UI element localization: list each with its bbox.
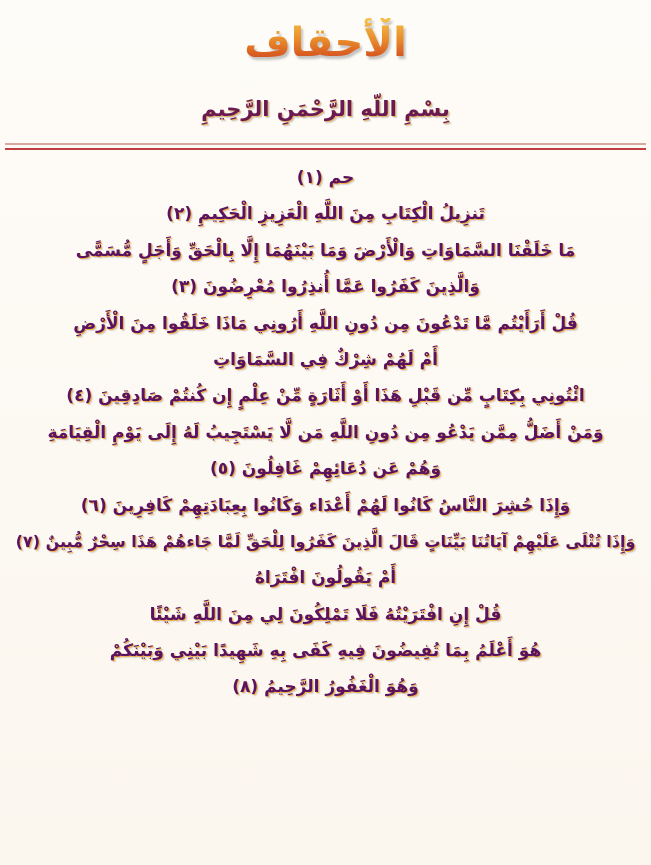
verse-line: وَمَنْ أَضَلُّ مِمَّن يَدْعُو مِن دُونِ اللَّهِ مَن لَّا يَسْتَجِيبُ لَهُ إِلَى يَوْمِ الْقِيَامَةِ <box>47 422 604 443</box>
verse-line: حم (١) <box>296 168 355 188</box>
basmala-container <box>0 94 651 124</box>
surah-title-container <box>0 18 651 68</box>
verse-line: قُلْ أَرَأَيْتُم مَّا تَدْعُونَ مِن دُونِ اللَّهِ أَرُونِي مَاذَا خَلَقُوا مِنَ الْأَرْضِ <box>73 313 578 334</box>
verse-line: أَمْ يَقُولُونَ افْتَرَاهُ <box>254 568 397 589</box>
basmala: بِسْمِ اللّهِ الرَّحْمَنِ الرَّحِيمِ <box>201 97 450 121</box>
verse-line: قُلْ إِنِ افْتَرَيْتُهُ فَلَا تَمْلِكُونَ لِي مِنَ اللَّهِ شَيْئًا <box>149 604 502 625</box>
verse-line: وَالَّذِينَ كَفَرُوا عَمَّا أُنذِرُوا مُعْرِضُونَ (٣) <box>171 277 480 298</box>
verse-line: وَإِذَا حُشِرَ النَّاسُ كَانُوا لَهُمْ أَعْدَاء وَكَانُوا بِعِبَادَتِهِمْ كَافِرِينَ (٦) <box>80 495 571 516</box>
verse-line: هُوَ أَعْلَمُ بِمَا تُفِيضُونَ فِيهِ كَفَى بِهِ شَهِيدًا بَيْنِي وَبَيْنَكُمْ <box>109 641 542 662</box>
header-divider-top <box>5 143 646 145</box>
verse-line: ائْتُونِي بِكِتَابٍ مِّن قَبْلِ هَذَا أَوْ أَثَارَةٍ مِّنْ عِلْمٍ إِن كُنتُمْ صَادِقِينَ (٤) <box>66 386 585 407</box>
verse-line: تَنزِيلُ الْكِتَابِ مِنَ اللَّهِ الْعَزِيزِ الْحَكِيمِ (٢) <box>166 204 485 225</box>
verse-line: وَإِذَا تُتْلَى عَلَيْهِمْ آيَاتُنَا بَيِّنَاتٍ قَالَ الَّذِينَ كَفَرُوا لِلْحَقِّ لَمَّا جَاءهُمْ هَذَا سِحْرٌ مُّبِينٌ (٧) <box>15 531 636 551</box>
verse-line: وَهُمْ عَن دُعَائِهِمْ غَافِلُونَ (٥) <box>209 459 442 480</box>
surah-title: الْأحقاف <box>244 20 407 66</box>
verse-line: أَمْ لَهُمْ شِرْكٌ فِي السَّمَاوَاتِ <box>213 349 438 370</box>
verses-list <box>0 160 651 706</box>
verse-line: مَا خَلَقْنَا السَّمَاوَاتِ وَالْأَرْضَ وَمَا بَيْنَهُمَا إِلَّا بِالْحَقِّ وَأَجَلٍ مُّسَمًّى <box>75 240 576 261</box>
verse-line: وَهُوَ الْغَفُورُ الرَّحِيمُ (٨) <box>232 677 419 698</box>
header-divider-bottom <box>5 148 646 150</box>
